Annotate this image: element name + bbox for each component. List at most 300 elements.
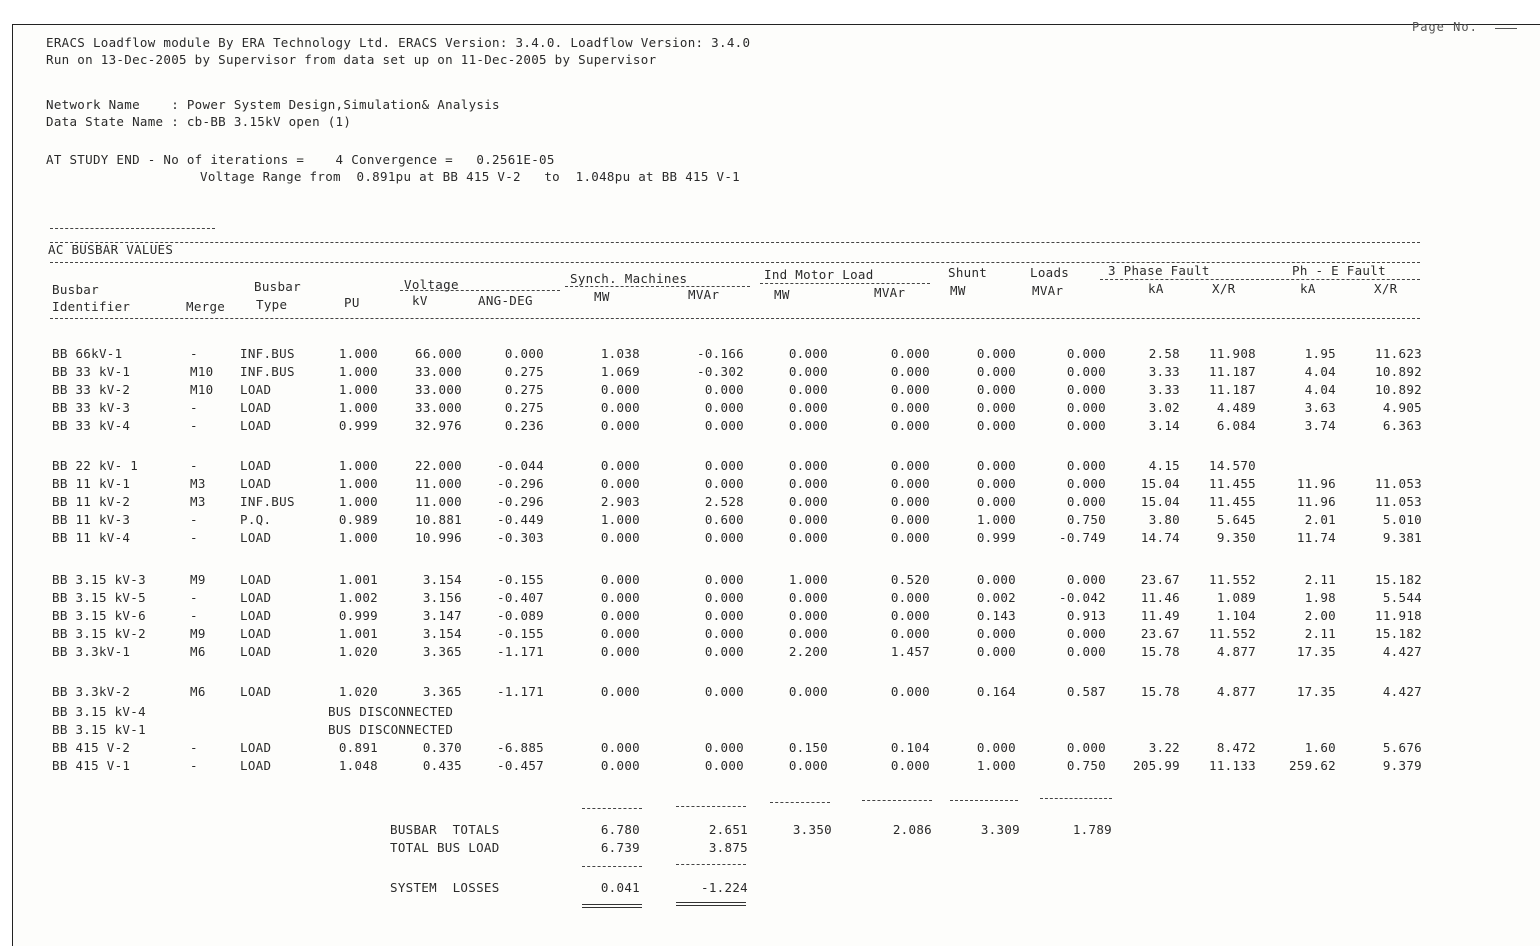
fault-3ph-xr: 11.133 [1209,758,1256,773]
synch-mvar: 0.000 [704,626,744,641]
busbar-identifier: BB 3.15 kV-1 [52,722,146,737]
totals-shunt-mw: 3.309 [980,822,1020,837]
ind-mvar: 0.520 [890,572,930,587]
section-rule-top [50,228,215,229]
ind-mvar: 0.000 [890,626,930,641]
merge-group: M9 [190,626,206,641]
ind-mw: 0.000 [788,608,828,623]
fault-3ph-xr: 11.552 [1209,572,1256,587]
page-number-label: Page No. [1412,20,1478,34]
shunt-mw: 0.999 [976,530,1016,545]
busbar-identifier: BB 3.3kV-1 [52,644,131,659]
loads-mvar: 0.000 [1066,740,1106,755]
kv-value: 3.365 [422,684,462,699]
network-name: Network Name : Power System Design,Simulation& Analysis [46,97,500,112]
angle-value: -0.449 [497,512,544,527]
shunt-mw: 0.000 [976,458,1016,473]
table-rule-2 [50,262,1420,263]
ind-group-rule [760,283,930,284]
data-state-name: Data State Name : cb-BB 3.15kV open (1) [46,114,352,129]
shunt-mw: 0.000 [976,644,1016,659]
fault-3ph-xr: 4.877 [1216,684,1256,699]
fault-phe-ka: 3.74 [1304,418,1336,433]
ind-mw: 0.000 [788,758,828,773]
merge-group: M3 [190,476,206,491]
synch-mw: 0.000 [600,758,640,773]
kv-value: 11.000 [415,494,462,509]
synch-mw: 0.000 [600,684,640,699]
kv-value: 33.000 [415,382,462,397]
synch-mw: 0.000 [600,590,640,605]
loads-mvar: 0.000 [1066,364,1106,379]
col-busbar: Busbar [52,282,99,297]
shunt-mw: 0.000 [976,418,1016,433]
fault-phe-xr: 11.053 [1375,494,1422,509]
fault-3ph-ka: 2.58 [1148,346,1180,361]
synch-mvar: 0.000 [704,530,744,545]
fault-3ph-ka: 3.33 [1148,382,1180,397]
fault-phe-ka: 259.62 [1289,758,1336,773]
ind-mw: 0.000 [788,400,828,415]
busbar-type: LOAD [240,608,272,623]
ind-mw: 0.000 [788,458,828,473]
fault-3ph-xr: 1.104 [1216,608,1256,623]
busbar-identifier: BB 3.15 kV-6 [52,608,146,623]
col-phe-ka: kA [1300,281,1316,296]
busbar-type: LOAD [240,572,272,587]
fault-phe-ka: 1.98 [1304,590,1336,605]
angle-value: 0.275 [504,382,544,397]
merge-group: - [190,458,198,473]
angle-value: -1.171 [497,684,544,699]
busbar-type: LOAD [240,740,272,755]
ind-mw: 0.000 [788,684,828,699]
busbar-identifier: BB 11 kV-3 [52,512,131,527]
losses-double-rule-smvar [676,902,746,906]
busbar-identifier: BB 11 kV-4 [52,530,131,545]
kv-value: 10.881 [415,512,462,527]
synch-mvar: -0.302 [697,364,744,379]
pu-value: 0.891 [338,740,378,755]
busbar-type: LOAD [240,418,272,433]
fault-phe-xr: 9.381 [1382,530,1422,545]
shunt-mw: 0.000 [976,382,1016,397]
busbar-type: LOAD [240,530,272,545]
fault-phe-ka: 1.60 [1304,740,1336,755]
pu-value: 1.000 [338,530,378,545]
angle-value: 0.275 [504,400,544,415]
synch-mvar: 0.000 [704,590,744,605]
synch-mvar: 0.000 [704,608,744,623]
busbar-type: LOAD [240,590,272,605]
pu-value: 1.020 [338,644,378,659]
pu-value: 1.000 [338,476,378,491]
fault-phe-xr: 5.010 [1382,512,1422,527]
pu-value: 1.020 [338,684,378,699]
kv-value: 3.156 [422,590,462,605]
ind-mvar: 0.000 [890,382,930,397]
merge-group: - [190,346,198,361]
losses-rule-smvar [676,864,746,865]
fault-group-rule [1100,279,1420,280]
ind-mw: 0.000 [788,530,828,545]
pu-value: 1.000 [338,364,378,379]
ind-mw: 0.000 [788,346,828,361]
fault-3ph-ka: 15.78 [1140,684,1180,699]
busbar-type: P.Q. [240,512,272,527]
fault-3ph-xr: 11.455 [1209,494,1256,509]
fault-3ph-xr: 11.455 [1209,476,1256,491]
fault-3ph-xr: 6.084 [1216,418,1256,433]
col-synch-mvar: MVAr [688,287,720,302]
col-loads: Loads [1030,265,1070,280]
fault-phe-xr: 4.427 [1382,644,1422,659]
synch-mw: 0.000 [600,418,640,433]
ind-mvar: 0.000 [890,400,930,415]
merge-group: M9 [190,572,206,587]
synch-mw: 2.903 [600,494,640,509]
shunt-mw: 0.000 [976,626,1016,641]
pu-value: 0.999 [338,418,378,433]
ind-mvar: 0.000 [890,418,930,433]
fault-3ph-ka: 15.04 [1140,476,1180,491]
kv-value: 22.000 [415,458,462,473]
header-line-2: Run on 13-Dec-2005 by Supervisor from data set up on 11-Dec-2005 by Supervisor [46,52,657,67]
fault-phe-xr: 15.182 [1375,572,1422,587]
pu-value: 1.048 [338,758,378,773]
kv-value: 3.365 [422,644,462,659]
fault-phe-ka: 1.95 [1304,346,1336,361]
busbar-identifier: BB 33 kV-2 [52,382,131,397]
kv-value: 0.435 [422,758,462,773]
ind-mw: 0.000 [788,364,828,379]
col-shunt: Shunt [948,265,988,280]
fault-3ph-ka: 205.99 [1133,758,1180,773]
fault-3ph-ka: 23.67 [1140,572,1180,587]
fault-3ph-xr: 11.187 [1209,382,1256,397]
col-ind-motor: Ind Motor Load [764,267,874,282]
fault-3ph-ka: 3.80 [1148,512,1180,527]
fault-3ph-ka: 11.49 [1140,608,1180,623]
fault-phe-ka: 11.96 [1296,476,1336,491]
merge-group: - [190,758,198,773]
synch-mw: 0.000 [600,382,640,397]
fault-phe-ka: 2.11 [1304,572,1336,587]
kv-value: 10.996 [415,530,462,545]
busbar-identifier: BB 3.3kV-2 [52,684,131,699]
pu-value: 1.000 [338,400,378,415]
shunt-mw: 0.000 [976,364,1016,379]
fault-phe-xr: 10.892 [1375,382,1422,397]
synch-mvar: 0.000 [704,572,744,587]
col-voltage: Voltage [404,277,459,292]
totals-synch-mw: 6.780 [600,822,640,837]
busbar-type: LOAD [240,382,272,397]
loads-mvar: 0.000 [1066,458,1106,473]
ind-mw: 2.200 [788,644,828,659]
angle-value: 0.000 [504,346,544,361]
col-3phase-ka: kA [1148,281,1164,296]
angle-value: -0.303 [497,530,544,545]
shunt-mw: 0.143 [976,608,1016,623]
col-3phase-xr: X/R [1212,281,1236,296]
synch-mvar: -0.166 [697,346,744,361]
ind-mw: 0.000 [788,418,828,433]
col-identifier: Identifier [52,299,131,314]
busbar-identifier: BB 22 kV- 1 [52,458,139,473]
loads-mvar: 0.000 [1066,476,1106,491]
totals-rule-imw [770,802,830,803]
angle-value: 0.236 [504,418,544,433]
synch-mw: 0.000 [600,572,640,587]
pu-value: 1.000 [338,346,378,361]
col-synch-mw: MW [594,289,610,304]
busbar-type: LOAD [240,644,272,659]
loads-mvar: 0.000 [1066,572,1106,587]
fault-3ph-xr: 5.645 [1216,512,1256,527]
synch-mw: 0.000 [600,476,640,491]
fault-phe-ka: 17.35 [1296,684,1336,699]
totals-synch-mvar: 2.651 [708,822,748,837]
loads-mvar: 0.750 [1066,512,1106,527]
ind-mvar: 0.000 [890,608,930,623]
ind-mw: 0.000 [788,590,828,605]
ind-mvar: 0.000 [890,494,930,509]
shunt-mw: 1.000 [976,758,1016,773]
col-pu: PU [344,295,360,310]
shunt-mw: 0.000 [976,476,1016,491]
loads-mvar: 0.000 [1066,400,1106,415]
pu-value: 1.000 [338,382,378,397]
busbar-type: BUS DISCONNECTED [328,722,454,737]
losses-double-rule-smw [582,904,642,908]
fault-3ph-xr: 11.908 [1209,346,1256,361]
fault-3ph-ka: 4.15 [1148,458,1180,473]
kv-value: 0.370 [422,740,462,755]
fault-3ph-ka: 14.74 [1140,530,1180,545]
fault-3ph-xr: 4.877 [1216,644,1256,659]
voltage-group-rule [400,290,560,291]
ind-mvar: 0.000 [890,458,930,473]
busbar-type: INF.BUS [240,494,295,509]
fault-3ph-ka: 15.78 [1140,644,1180,659]
fault-3ph-ka: 3.02 [1148,400,1180,415]
ind-mw: 0.000 [788,494,828,509]
busbar-type: LOAD [240,458,272,473]
ind-mvar: 0.000 [890,476,930,491]
kv-value: 3.147 [422,608,462,623]
ind-mvar: 0.000 [890,512,930,527]
totals-rule-smw [582,808,642,809]
synch-mvar: 0.000 [704,476,744,491]
col-kv: kV [412,293,428,308]
shunt-mw: 0.000 [976,572,1016,587]
col-phe-xr: X/R [1374,281,1398,296]
totals-ind-mw: 3.350 [792,822,832,837]
fault-phe-xr: 15.182 [1375,626,1422,641]
loads-mvar: 0.000 [1066,494,1106,509]
pu-value: 1.000 [338,494,378,509]
kv-value: 32.976 [415,418,462,433]
synch-mw: 0.000 [600,608,640,623]
ind-mvar: 0.000 [890,364,930,379]
angle-value: 0.275 [504,364,544,379]
shunt-mw: 0.000 [976,400,1016,415]
angle-value: -0.407 [497,590,544,605]
merge-group: M6 [190,684,206,699]
pu-value: 0.999 [338,608,378,623]
loads-mvar: 0.000 [1066,626,1106,641]
loads-mvar: 0.750 [1066,758,1106,773]
shunt-mw: 0.000 [976,346,1016,361]
pu-value: 0.989 [338,512,378,527]
col-3phase-fault: 3 Phase Fault [1108,263,1210,278]
angle-value: -0.296 [497,476,544,491]
totals-rule-smvar [676,806,746,807]
fault-phe-xr: 6.363 [1382,418,1422,433]
pu-value: 1.001 [338,626,378,641]
fault-3ph-xr: 14.570 [1209,458,1256,473]
merge-group: - [190,608,198,623]
pu-value: 1.002 [338,590,378,605]
ind-mw: 0.000 [788,476,828,491]
synch-mvar: 0.000 [704,458,744,473]
losses-synch-mw: 0.041 [600,880,640,895]
merge-group: M10 [190,382,214,397]
col-shunt-mw: MW [950,283,966,298]
fault-3ph-xr: 9.350 [1216,530,1256,545]
ind-mw: 1.000 [788,572,828,587]
loads-mvar: -0.749 [1059,530,1106,545]
synch-mw: 0.000 [600,644,640,659]
merge-group: - [190,740,198,755]
busbar-identifier: BB 3.15 kV-4 [52,704,146,719]
busbar-identifier: BB 3.15 kV-5 [52,590,146,605]
fault-phe-ka: 11.96 [1296,494,1336,509]
fault-phe-ka: 17.35 [1296,644,1336,659]
synch-mvar: 0.600 [704,512,744,527]
fault-3ph-xr: 4.489 [1216,400,1256,415]
busbar-type: LOAD [240,626,272,641]
study-voltage-range: Voltage Range from 0.891pu at BB 415 V-2 to 1.048pu at BB 415 V-1 [200,169,740,184]
ind-mw: 0.000 [788,626,828,641]
load-synch-mvar: 3.875 [708,840,748,855]
ind-mw: 0.150 [788,740,828,755]
synch-mw: 1.038 [600,346,640,361]
load-synch-mw: 6.739 [600,840,640,855]
fault-3ph-xr: 11.552 [1209,626,1256,641]
busbar-identifier: BB 11 kV-1 [52,476,131,491]
ind-mvar: 0.000 [890,346,930,361]
busbar-identifier: BB 33 kV-1 [52,364,131,379]
fault-phe-ka: 2.01 [1304,512,1336,527]
total-bus-load-label: TOTAL BUS LOAD [390,840,500,855]
busbar-identifier: BB 415 V-2 [52,740,131,755]
fault-phe-ka: 11.74 [1296,530,1336,545]
fault-phe-xr: 4.905 [1382,400,1422,415]
synch-mw: 0.000 [600,740,640,755]
fault-phe-xr: 11.623 [1375,346,1422,361]
fault-phe-ka: 4.04 [1304,382,1336,397]
synch-mvar: 0.000 [704,382,744,397]
synch-mw: 1.069 [600,364,640,379]
col-synch: Synch. Machines [570,271,688,286]
loads-mvar: 0.913 [1066,608,1106,623]
shunt-mw: 1.000 [976,512,1016,527]
merge-group: M6 [190,644,206,659]
busbar-totals-label: BUSBAR TOTALS [390,822,500,837]
col-merge: Merge [186,299,226,314]
col-angdeg: ANG-DEG [478,293,533,308]
col-busbar-type-2: Type [256,297,288,312]
fault-3ph-ka: 3.33 [1148,364,1180,379]
fault-phe-ka: 2.00 [1304,608,1336,623]
pu-value: 1.001 [338,572,378,587]
col-phe-fault: Ph - E Fault [1292,263,1386,278]
kv-value: 3.154 [422,626,462,641]
fault-3ph-xr: 11.187 [1209,364,1256,379]
synch-group-rule [565,286,750,287]
angle-value: -0.155 [497,626,544,641]
synch-mvar: 0.000 [704,418,744,433]
kv-value: 33.000 [415,400,462,415]
loads-mvar: 0.000 [1066,644,1106,659]
col-ind-mw: MW [774,287,790,302]
synch-mw: 0.000 [600,530,640,545]
ind-mvar: 0.000 [890,530,930,545]
busbar-type: LOAD [240,476,272,491]
shunt-mw: 0.000 [976,494,1016,509]
totals-loads-mvar: 1.789 [1072,822,1112,837]
angle-value: -1.171 [497,644,544,659]
ind-mvar: 1.457 [890,644,930,659]
col-ind-mvar: MVAr [874,285,906,300]
kv-value: 3.154 [422,572,462,587]
busbar-type: INF.BUS [240,346,295,361]
fault-phe-ka: 2.11 [1304,626,1336,641]
busbar-identifier: BB 3.15 kV-3 [52,572,146,587]
totals-rule-imvar [862,800,932,801]
loads-mvar: -0.042 [1059,590,1106,605]
fault-phe-ka: 3.63 [1304,400,1336,415]
kv-value: 11.000 [415,476,462,491]
fault-3ph-ka: 3.14 [1148,418,1180,433]
synch-mw: 0.000 [600,400,640,415]
kv-value: 66.000 [415,346,462,361]
kv-value: 33.000 [415,364,462,379]
fault-phe-xr: 4.427 [1382,684,1422,699]
fault-3ph-ka: 15.04 [1140,494,1180,509]
col-busbar-type-1: Busbar [254,279,301,294]
busbar-identifier: BB 11 kV-2 [52,494,131,509]
synch-mw: 0.000 [600,458,640,473]
ind-mvar: 0.104 [890,740,930,755]
system-losses-label: SYSTEM LOSSES [390,880,500,895]
merge-group: M10 [190,364,214,379]
fault-phe-xr: 9.379 [1382,758,1422,773]
totals-rule-lmvar [1040,798,1112,799]
shunt-mw: 0.002 [976,590,1016,605]
loads-mvar: 0.000 [1066,382,1106,397]
shunt-mw: 0.000 [976,740,1016,755]
synch-mvar: 0.000 [704,684,744,699]
angle-value: -0.044 [497,458,544,473]
fault-phe-xr: 5.544 [1382,590,1422,605]
fault-3ph-ka: 3.22 [1148,740,1180,755]
fault-phe-xr: 11.053 [1375,476,1422,491]
merge-group: - [190,418,198,433]
synch-mvar: 0.000 [704,758,744,773]
